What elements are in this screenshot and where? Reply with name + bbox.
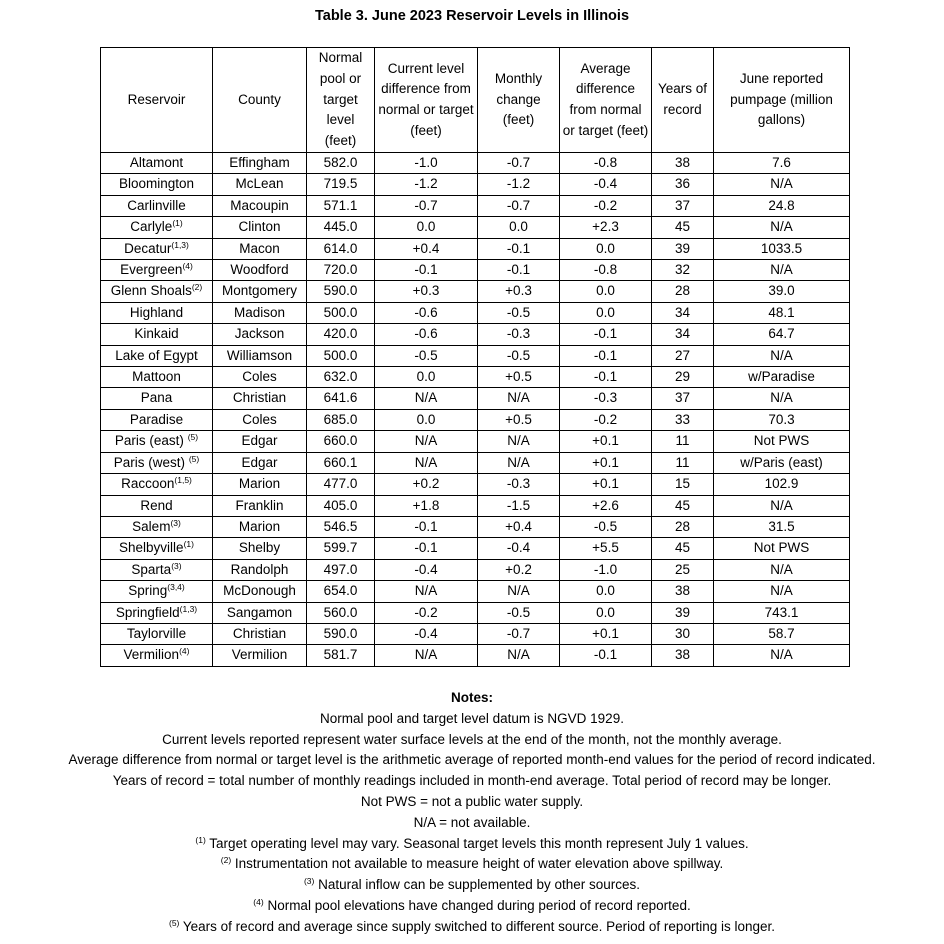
normal-pool-cell: 405.0: [307, 495, 375, 516]
average-difference-cell: +0.1: [560, 623, 652, 644]
table-row: [101, 559, 850, 580]
table-row: [101, 153, 850, 174]
normal-pool-cell: 685.0: [307, 409, 375, 430]
monthly-change-cell: -0.4: [478, 538, 560, 559]
average-difference-cell: -0.8: [560, 153, 652, 174]
reservoir-name: Carlyle: [130, 219, 173, 235]
reservoir-name: Glenn Shoals: [110, 283, 192, 299]
pumpage-cell: N/A: [714, 388, 850, 409]
current-difference-cell: -0.5: [375, 345, 478, 366]
note-text: Normal pool elevations have changed during period of record reported.: [263, 897, 691, 913]
county-cell: McLean: [213, 174, 307, 195]
monthly-change-cell: 0.0: [478, 217, 560, 238]
normal-pool-cell: 445.0: [307, 217, 375, 238]
note-line: [0, 813, 944, 834]
normal-pool-cell: 581.7: [307, 645, 375, 666]
monthly-change-cell: -0.3: [478, 324, 560, 345]
reservoir-name: Paradise: [129, 411, 184, 427]
reservoir-name-cell: [101, 367, 213, 388]
normal-pool-cell: 641.6: [307, 388, 375, 409]
reservoir-name: Salem: [132, 518, 171, 534]
current-difference-cell: -0.1: [375, 260, 478, 281]
years-of-record-cell: 32: [652, 260, 714, 281]
table-row: [101, 345, 850, 366]
years-of-record-cell: 39: [652, 602, 714, 623]
current-difference-cell: +0.4: [375, 238, 478, 259]
pumpage-cell: Not PWS: [714, 538, 850, 559]
years-of-record-cell: 45: [652, 495, 714, 516]
reservoir-name: Springfield: [115, 604, 180, 620]
pumpage-cell: Not PWS: [714, 431, 850, 452]
footnote-marker: (2): [220, 855, 232, 866]
current-difference-cell: -0.7: [375, 195, 478, 216]
monthly-change-cell: -0.7: [478, 153, 560, 174]
table-header: [101, 48, 850, 153]
reservoir-name-cell: [101, 409, 213, 430]
monthly-change-cell: -0.1: [478, 238, 560, 259]
current-difference-cell: +0.3: [375, 281, 478, 302]
years-of-record-cell: 45: [652, 538, 714, 559]
monthly-change-cell: +0.5: [478, 409, 560, 430]
monthly-change-cell: -0.5: [478, 602, 560, 623]
county-cell: Jackson: [213, 324, 307, 345]
pumpage-cell: 31.5: [714, 516, 850, 537]
normal-pool-cell: 582.0: [307, 153, 375, 174]
table-body: [101, 153, 850, 667]
pumpage-cell: N/A: [714, 260, 850, 281]
note-text: Years of record and average since supply switched to different source. Period of reporting is longer.: [179, 918, 775, 934]
years-of-record-cell: 38: [652, 153, 714, 174]
note-text: Natural inflow can be supplemented by other sources.: [314, 877, 641, 893]
average-difference-cell: +0.1: [560, 452, 652, 473]
reservoir-name-cell: [101, 174, 213, 195]
table-row: [101, 516, 850, 537]
footnote-marker: (4): [253, 896, 264, 907]
column-header-reservoir: Reservoir: [101, 48, 213, 153]
note-line: [0, 854, 944, 875]
footnote-marker: (1): [195, 834, 206, 845]
note-text: Instrumentation not available to measure height of water elevation above spillway.: [231, 856, 724, 872]
footnote-marker: (5): [188, 453, 200, 464]
current-difference-cell: N/A: [375, 452, 478, 473]
column-header-pumpage: June reported pumpage (million gallons): [714, 48, 850, 153]
monthly-change-cell: -1.5: [478, 495, 560, 516]
footnote-marker: (5): [187, 432, 199, 443]
reservoir-name: Kinkaid: [134, 326, 179, 342]
table-row: [101, 581, 850, 602]
average-difference-cell: 0.0: [560, 238, 652, 259]
normal-pool-cell: 660.1: [307, 452, 375, 473]
pumpage-cell: 39.0: [714, 281, 850, 302]
pumpage-cell: 743.1: [714, 602, 850, 623]
county-cell: Montgomery: [213, 281, 307, 302]
pumpage-cell: N/A: [714, 559, 850, 580]
average-difference-cell: -0.2: [560, 409, 652, 430]
average-difference-cell: +0.1: [560, 474, 652, 495]
reservoir-name: Rend: [140, 497, 173, 513]
reservoir-name-cell: [101, 474, 213, 495]
pumpage-cell: 1033.5: [714, 238, 850, 259]
monthly-change-cell: -0.1: [478, 260, 560, 281]
normal-pool-cell: 654.0: [307, 581, 375, 602]
pumpage-cell: 64.7: [714, 324, 850, 345]
county-cell: Coles: [213, 409, 307, 430]
current-difference-cell: -0.4: [375, 559, 478, 580]
years-of-record-cell: 11: [652, 452, 714, 473]
footnote-marker: (5): [169, 917, 180, 928]
years-of-record-cell: 45: [652, 217, 714, 238]
footnote-marker: (3): [171, 560, 182, 571]
normal-pool-cell: 500.0: [307, 345, 375, 366]
reservoir-name-cell: [101, 324, 213, 345]
average-difference-cell: -0.2: [560, 195, 652, 216]
table-row: [101, 388, 850, 409]
pumpage-cell: 24.8: [714, 195, 850, 216]
table-row: [101, 195, 850, 216]
footnote-marker: (4): [182, 261, 193, 272]
county-cell: Madison: [213, 302, 307, 323]
table-row: [101, 452, 850, 473]
table-row: [101, 409, 850, 430]
reservoir-name: Shelbyville: [119, 540, 184, 556]
normal-pool-cell: 420.0: [307, 324, 375, 345]
county-cell: Vermilion: [213, 645, 307, 666]
pumpage-cell: N/A: [714, 581, 850, 602]
county-cell: Clinton: [213, 217, 307, 238]
years-of-record-cell: 34: [652, 302, 714, 323]
normal-pool-cell: 571.1: [307, 195, 375, 216]
years-of-record-cell: 27: [652, 345, 714, 366]
average-difference-cell: -0.1: [560, 324, 652, 345]
footnote-marker: (4): [179, 646, 190, 657]
county-cell: Williamson: [213, 345, 307, 366]
average-difference-cell: +0.1: [560, 431, 652, 452]
reservoir-name-cell: [101, 495, 213, 516]
average-difference-cell: -0.3: [560, 388, 652, 409]
reservoir-name-cell: [101, 538, 213, 559]
pumpage-cell: 102.9: [714, 474, 850, 495]
notes-heading: Notes:: [450, 690, 493, 705]
reservoir-table: [100, 47, 850, 667]
normal-pool-cell: 614.0: [307, 238, 375, 259]
county-cell: Marion: [213, 516, 307, 537]
pumpage-cell: 7.6: [714, 153, 850, 174]
years-of-record-cell: 28: [652, 516, 714, 537]
monthly-change-cell: -0.5: [478, 345, 560, 366]
note-text: Normal pool and target level datum is NGVD 1929.: [320, 710, 624, 726]
years-of-record-cell: 11: [652, 431, 714, 452]
current-difference-cell: 0.0: [375, 409, 478, 430]
footnote-marker: (3): [303, 876, 315, 887]
note-text: Not PWS = not a public water supply.: [360, 793, 584, 809]
note-line: [0, 917, 944, 938]
table-row: [101, 324, 850, 345]
note-line: [0, 750, 944, 771]
pumpage-cell: N/A: [714, 645, 850, 666]
reservoir-name-cell: [101, 153, 213, 174]
reservoir-name-cell: [101, 623, 213, 644]
table-row: [101, 302, 850, 323]
current-difference-cell: -0.6: [375, 324, 478, 345]
current-difference-cell: -0.1: [375, 538, 478, 559]
average-difference-cell: -0.1: [560, 645, 652, 666]
note-text: N/A = not available.: [413, 814, 531, 830]
monthly-change-cell: -0.3: [478, 474, 560, 495]
column-header-normal-pool: Normal pool or target level (feet): [307, 48, 375, 153]
reservoir-name: Highland: [129, 304, 184, 320]
reservoir-name: Spring: [128, 583, 168, 599]
monthly-change-cell: +0.4: [478, 516, 560, 537]
normal-pool-cell: 632.0: [307, 367, 375, 388]
table-row: [101, 645, 850, 666]
pumpage-cell: N/A: [714, 495, 850, 516]
monthly-change-cell: +0.2: [478, 559, 560, 580]
years-of-record-cell: 30: [652, 623, 714, 644]
footnote-marker: (2): [191, 282, 203, 293]
reservoir-name: Taylorville: [126, 625, 187, 641]
footnote-marker: (3): [170, 517, 181, 528]
column-header-average-difference: Average difference from normal or target (feet): [560, 48, 652, 153]
monthly-change-cell: -1.2: [478, 174, 560, 195]
county-cell: Edgar: [213, 452, 307, 473]
table-row: [101, 217, 850, 238]
monthly-change-cell: -0.7: [478, 623, 560, 644]
years-of-record-cell: 29: [652, 367, 714, 388]
note-line: [0, 834, 944, 855]
normal-pool-cell: 497.0: [307, 559, 375, 580]
years-of-record-cell: 37: [652, 195, 714, 216]
average-difference-cell: -0.4: [560, 174, 652, 195]
pumpage-cell: 48.1: [714, 302, 850, 323]
current-difference-cell: N/A: [375, 645, 478, 666]
reservoir-name: Altamont: [129, 155, 184, 170]
current-difference-cell: -0.1: [375, 516, 478, 537]
column-header-monthly-change: Monthly change (feet): [478, 48, 560, 153]
reservoir-name-cell: [101, 431, 213, 452]
reservoir-name: Paris (east): [114, 433, 188, 449]
reservoir-name: Mattoon: [132, 369, 181, 385]
monthly-change-cell: +0.3: [478, 281, 560, 302]
pumpage-cell: N/A: [714, 174, 850, 195]
reservoir-name: Raccoon: [121, 476, 175, 492]
years-of-record-cell: 38: [652, 645, 714, 666]
normal-pool-cell: 720.0: [307, 260, 375, 281]
county-cell: Shelby: [213, 538, 307, 559]
normal-pool-cell: 546.5: [307, 516, 375, 537]
header-row: [101, 48, 850, 153]
average-difference-cell: -0.1: [560, 367, 652, 388]
years-of-record-cell: 25: [652, 559, 714, 580]
current-difference-cell: +0.2: [375, 474, 478, 495]
table-row: [101, 602, 850, 623]
normal-pool-cell: 500.0: [307, 302, 375, 323]
note-text: Target operating level may vary. Seasonal target levels this month represent July 1 values.: [205, 835, 749, 851]
notes-lines: [0, 709, 944, 934]
table-row: [101, 495, 850, 516]
pumpage-cell: w/Paradise: [714, 367, 850, 388]
county-cell: Effingham: [213, 153, 307, 174]
table-row: [101, 238, 850, 259]
average-difference-cell: 0.0: [560, 602, 652, 623]
reservoir-name: Carlinville: [127, 197, 186, 213]
years-of-record-cell: 15: [652, 474, 714, 495]
average-difference-cell: +5.5: [560, 538, 652, 559]
reservoir-name-cell: [101, 195, 213, 216]
average-difference-cell: +2.6: [560, 495, 652, 516]
footnote-marker: (1,3): [171, 239, 189, 250]
reservoir-name: Paris (west): [113, 454, 189, 470]
reservoir-name: Bloomington: [118, 176, 195, 192]
current-difference-cell: -0.4: [375, 623, 478, 644]
current-difference-cell: -1.0: [375, 153, 478, 174]
current-difference-cell: -1.2: [375, 174, 478, 195]
county-cell: Coles: [213, 367, 307, 388]
monthly-change-cell: N/A: [478, 581, 560, 602]
county-cell: Macon: [213, 238, 307, 259]
reservoir-name: Decatur: [124, 240, 172, 256]
reservoir-name: Pana: [140, 390, 173, 406]
table-row: [101, 431, 850, 452]
reservoir-name-cell: [101, 345, 213, 366]
reservoir-name-cell: [101, 516, 213, 537]
reservoir-name-cell: [101, 388, 213, 409]
note-line: [0, 875, 944, 896]
reservoir-name: Lake of Egypt: [115, 347, 198, 363]
monthly-change-cell: -0.5: [478, 302, 560, 323]
pumpage-cell: N/A: [714, 345, 850, 366]
table-title: Table 3. June 2023 Reservoir Levels in Illinois: [314, 8, 630, 24]
table-row: [101, 260, 850, 281]
footnote-marker: (1): [183, 539, 194, 550]
current-difference-cell: -0.2: [375, 602, 478, 623]
monthly-change-cell: N/A: [478, 431, 560, 452]
note-text: Years of record = total number of monthly readings included in month-end average. Total period of record may be longer.: [112, 773, 832, 789]
footnote-marker: (1,3): [179, 603, 198, 614]
county-cell: Edgar: [213, 431, 307, 452]
average-difference-cell: 0.0: [560, 302, 652, 323]
monthly-change-cell: N/A: [478, 645, 560, 666]
county-cell: Woodford: [213, 260, 307, 281]
footnote-marker: (1,5): [174, 475, 192, 486]
county-cell: Macoupin: [213, 195, 307, 216]
years-of-record-cell: 36: [652, 174, 714, 195]
reservoir-name-cell: [101, 260, 213, 281]
average-difference-cell: 0.0: [560, 281, 652, 302]
reservoir-name-cell: [101, 645, 213, 666]
average-difference-cell: +2.3: [560, 217, 652, 238]
reservoir-name: Sparta: [131, 561, 172, 577]
current-difference-cell: +1.8: [375, 495, 478, 516]
note-line: [0, 896, 944, 917]
reservoir-name-cell: [101, 217, 213, 238]
pumpage-cell: w/Paris (east): [714, 452, 850, 473]
years-of-record-cell: 34: [652, 324, 714, 345]
county-cell: Franklin: [213, 495, 307, 516]
years-of-record-cell: 33: [652, 409, 714, 430]
current-difference-cell: 0.0: [375, 217, 478, 238]
table-row: [101, 623, 850, 644]
average-difference-cell: -1.0: [560, 559, 652, 580]
county-cell: Randolph: [213, 559, 307, 580]
note-text: Average difference from normal or target level is the arithmetic average of reported month-end values for the period of record indicated.: [68, 752, 876, 768]
average-difference-cell: -0.5: [560, 516, 652, 537]
normal-pool-cell: 599.7: [307, 538, 375, 559]
average-difference-cell: -0.1: [560, 345, 652, 366]
years-of-record-cell: 39: [652, 238, 714, 259]
monthly-change-cell: N/A: [478, 452, 560, 473]
average-difference-cell: 0.0: [560, 581, 652, 602]
normal-pool-cell: 560.0: [307, 602, 375, 623]
table-row: [101, 474, 850, 495]
county-cell: Marion: [213, 474, 307, 495]
normal-pool-cell: 477.0: [307, 474, 375, 495]
current-difference-cell: 0.0: [375, 367, 478, 388]
county-cell: Christian: [213, 388, 307, 409]
column-header-current-difference: Current level difference from normal or target (feet): [375, 48, 478, 153]
note-text: Current levels reported represent water surface levels at the end of the month, not the monthly average.: [162, 731, 782, 747]
years-of-record-cell: 28: [652, 281, 714, 302]
reservoir-name-cell: [101, 559, 213, 580]
table-row: [101, 281, 850, 302]
note-line: [0, 730, 944, 751]
column-header-county: County: [213, 48, 307, 153]
footnote-marker: (3,4): [167, 582, 185, 593]
reservoir-name-cell: [101, 281, 213, 302]
current-difference-cell: N/A: [375, 581, 478, 602]
years-of-record-cell: 37: [652, 388, 714, 409]
years-of-record-cell: 38: [652, 581, 714, 602]
normal-pool-cell: 719.5: [307, 174, 375, 195]
pumpage-cell: 70.3: [714, 409, 850, 430]
normal-pool-cell: 590.0: [307, 281, 375, 302]
monthly-change-cell: N/A: [478, 388, 560, 409]
table-row: [101, 538, 850, 559]
notes-section: [0, 688, 944, 934]
reservoir-name-cell: [101, 238, 213, 259]
current-difference-cell: -0.6: [375, 302, 478, 323]
reservoir-name-cell: [101, 581, 213, 602]
pumpage-cell: 58.7: [714, 623, 850, 644]
table-row: [101, 174, 850, 195]
note-line: [0, 771, 944, 792]
county-cell: McDonough: [213, 581, 307, 602]
reservoir-name: Evergreen: [120, 262, 183, 278]
note-line: [0, 709, 944, 730]
reservoir-name-cell: [101, 602, 213, 623]
current-difference-cell: N/A: [375, 388, 478, 409]
reservoir-name-cell: [101, 302, 213, 323]
pumpage-cell: N/A: [714, 217, 850, 238]
monthly-change-cell: +0.5: [478, 367, 560, 388]
normal-pool-cell: 660.0: [307, 431, 375, 452]
table-row: [101, 367, 850, 388]
note-line: [0, 792, 944, 813]
normal-pool-cell: 590.0: [307, 623, 375, 644]
monthly-change-cell: -0.7: [478, 195, 560, 216]
reservoir-name-cell: [101, 452, 213, 473]
county-cell: Sangamon: [213, 602, 307, 623]
county-cell: Christian: [213, 623, 307, 644]
reservoir-name: Vermilion: [123, 647, 180, 663]
current-difference-cell: N/A: [375, 431, 478, 452]
average-difference-cell: -0.8: [560, 260, 652, 281]
column-header-years-of-record: Years of record: [652, 48, 714, 153]
footnote-marker: (1): [172, 218, 183, 229]
